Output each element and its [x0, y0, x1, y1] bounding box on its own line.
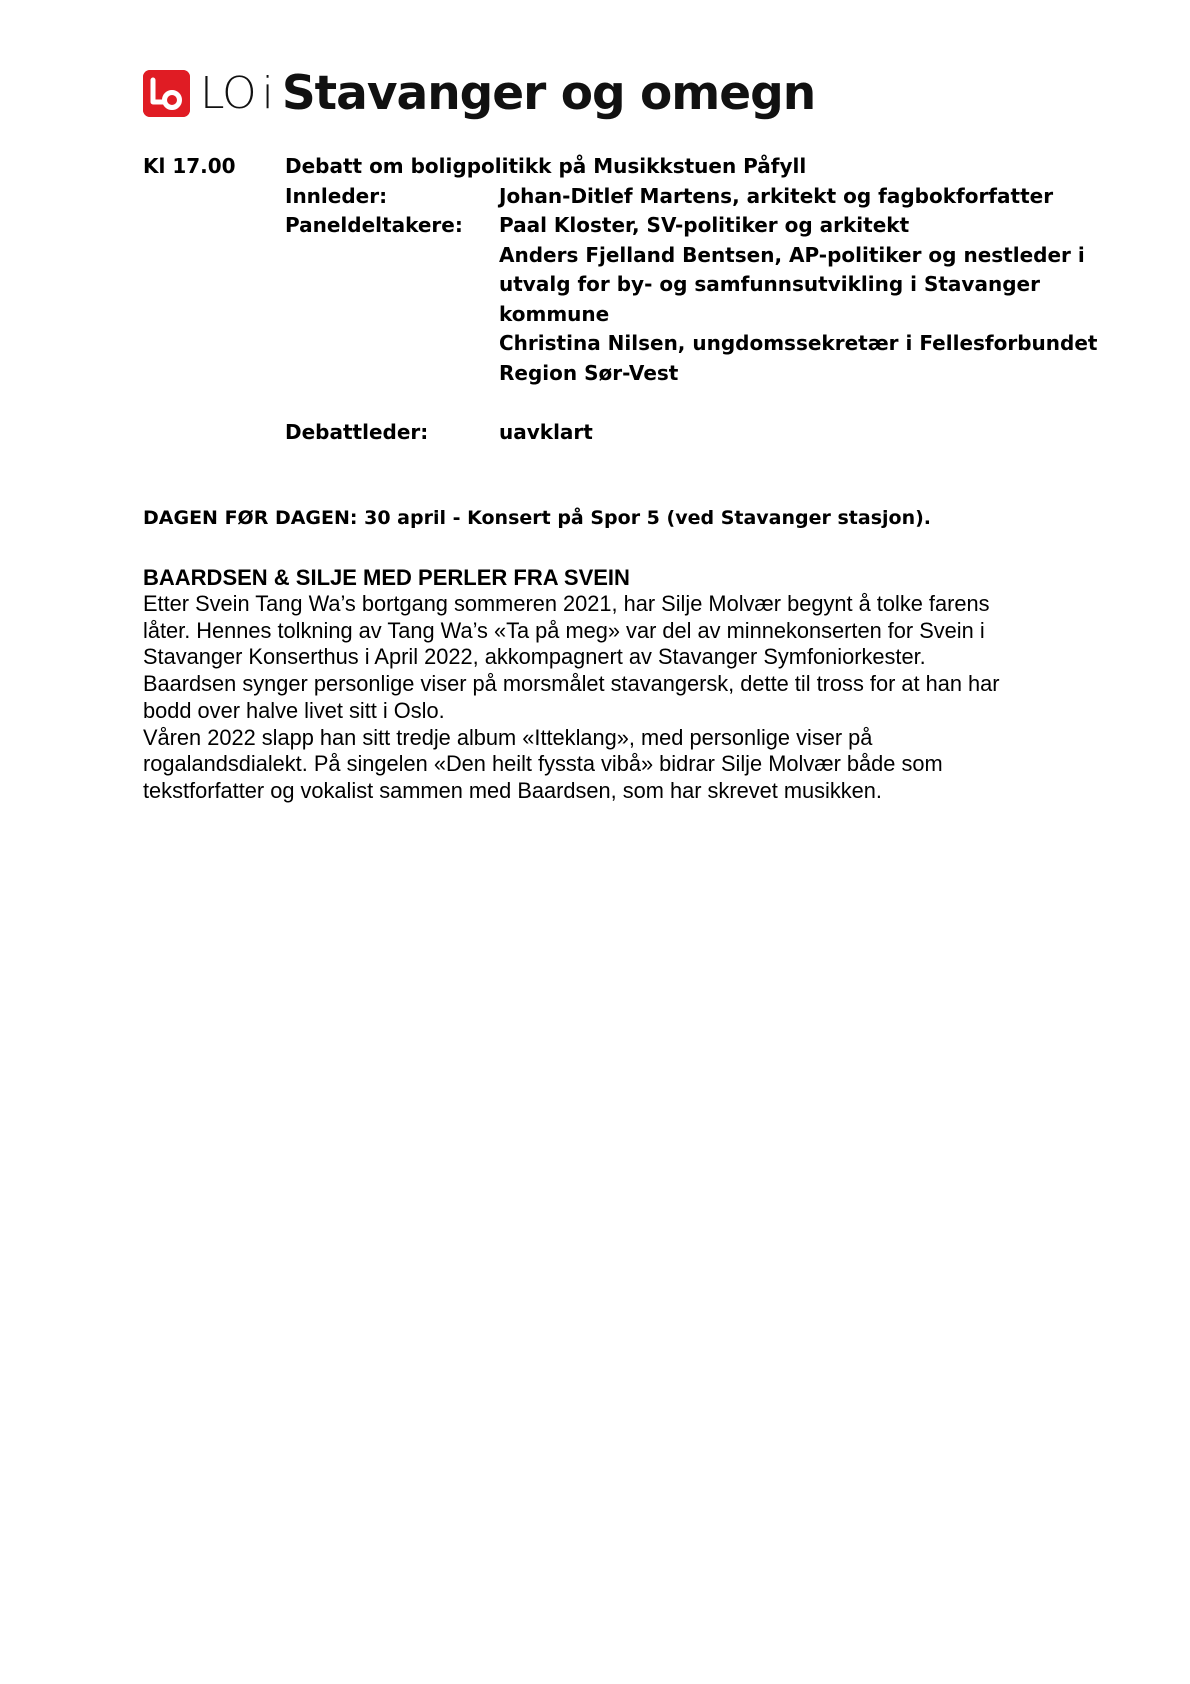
concert-description: [143, 591, 1000, 805]
panel-line: Christina Nilsen, ungdomssekretær i Fellesforbundet: [499, 331, 1098, 355]
paragraph-line: bodd over halve livet sitt i Oslo.: [143, 697, 445, 723]
org-logo: [143, 66, 816, 121]
paragraph-line: Våren 2022 slapp han sitt tredje album «Itteklang», med personlige viser på: [143, 724, 873, 750]
paragraph-line: rogalandsdialekt. På singelen «Den heilt fyssta vibå» bidrar Silje Molvær både som: [143, 751, 943, 777]
logo-org-place: Stavanger og omegn: [281, 66, 816, 121]
panel-line: Anders Fjelland Bentsen, AP-politiker og nestleder i: [499, 242, 1085, 267]
panel-line: Region Sør-Vest: [499, 360, 679, 385]
panel-line: kommune: [499, 301, 610, 326]
logo-org-i: i: [261, 68, 274, 119]
paragraph-line: Baardsen synger personlige viser på morsmålet stavangersk, dette til tross for at han har: [143, 671, 1000, 697]
moderator-label: Debattleder:: [285, 420, 429, 444]
introducer-value: Johan-Ditlef Martens, arkitekt og fagbokforfatter: [499, 183, 1054, 208]
paragraph-line: låter. Hennes tolkning av Tang Wa’s «Ta på meg» var del av minnekonserten for Svein i: [143, 617, 985, 643]
panel-label: Paneldeltakere:: [285, 213, 463, 237]
moderator-value: uavklart: [499, 420, 593, 444]
paragraph-line: Etter Svein Tang Wa’s bortgang sommeren 2021, har Silje Molvær begynt å tolke farens: [143, 591, 990, 616]
paragraph-line: tekstforfatter og vokalist sammen med Baardsen, som har skrevet musikken.: [143, 777, 882, 803]
panel-line: utvalg for by- og samfunnsutvikling i Stavanger: [499, 272, 1040, 296]
introducer-label: Innleder:: [285, 183, 388, 208]
paragraph-line: Stavanger Konserthus i April 2022, akkompagnert av Stavanger Symfoniorkester.: [143, 644, 926, 670]
lo-logo-icon: [143, 70, 190, 117]
concert-announcement: DAGEN FØR DAGEN: 30 april - Konsert på Spor 5 (ved Stavanger stasjon).: [143, 507, 931, 529]
concert-heading: BAARDSEN & SILJE MED PERLER FRA SVEIN: [143, 565, 630, 590]
logo-org-prefix: LO: [200, 68, 256, 119]
panel-line: Paal Kloster, SV-politiker og arkitekt: [499, 213, 910, 237]
program-time: Kl 17.00: [143, 154, 236, 178]
program-title: Debatt om boligpolitikk på Musikkstuen Påfyll: [285, 154, 807, 178]
